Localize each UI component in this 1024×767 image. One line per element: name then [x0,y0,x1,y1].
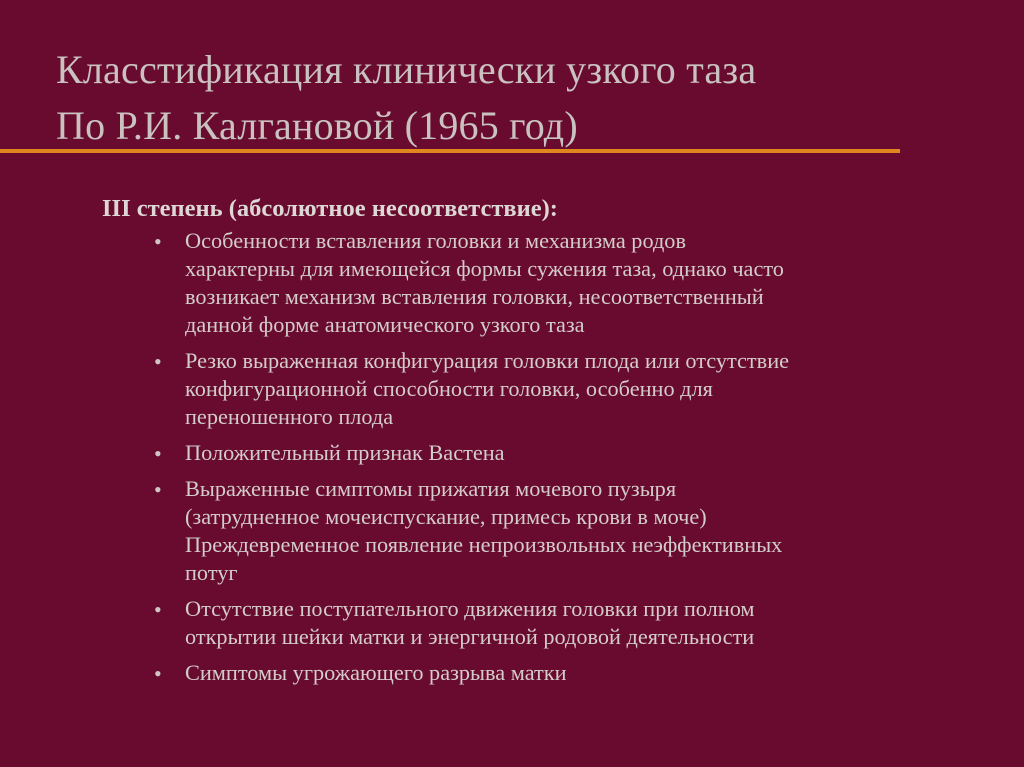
bullet-text-line: конфигурационной способности головки, особенно для [185,376,713,401]
title-line-2: По Р.И. Калгановой (1965 год) [56,103,578,148]
bullet-text-line: возникает механизм вставления головки, несоответственный [185,284,764,309]
bullet-icon: • [154,441,162,466]
section-heading: III степень (абсолютное несоответствие): [102,195,558,222]
bullet-text-line: данной форме анатомического узкого таза [185,312,585,337]
bullet-text-line: Резко выраженная конфигурация головки плода или отсутствие [185,348,790,373]
bullet-text-line: Симптомы угрожающего разрыва матки [185,660,567,685]
bullet-text-line: Особенности вставления головки и механизма родов [185,228,686,253]
slide-content [102,193,982,695]
bullet-item [102,227,982,339]
bullet-icon: • [154,229,162,254]
bullet-text-line: характерны для имеющейся формы сужения таза, однако часто [185,256,784,281]
bullet-icon: • [154,661,162,686]
bullet-text-line: (затрудненное мочеиспускание, примесь крови в моче) [185,504,707,529]
bullet-icon: • [154,597,162,622]
title-line-1: Класстификация клинически узкого таза [56,47,757,92]
bullet-list [102,227,982,687]
bullet-item [102,347,982,431]
title-underline [0,149,900,153]
bullet-text-line: Отсутствие поступательного движения головки при полном [185,596,755,621]
bullet-item [102,439,982,467]
bullet-text-line: Выраженные симптомы прижатия мочевого пузыря [185,476,677,501]
bullet-icon: • [154,477,162,502]
bullet-text-line: переношенного плода [185,404,394,429]
bullet-icon: • [154,349,162,374]
bullet-text-line: Преждевременное появление непроизвольных неэффективных [185,532,783,557]
bullet-text-line: открытии шейки матки и энергичной родовой деятельности [185,624,755,649]
bullet-item [102,659,982,687]
bullet-item [102,595,982,651]
bullet-text-line: потуг [185,560,238,585]
bullet-text-line: Положительный признак Вастена [185,440,505,465]
slide-title [56,42,956,154]
bullet-item [102,475,982,587]
